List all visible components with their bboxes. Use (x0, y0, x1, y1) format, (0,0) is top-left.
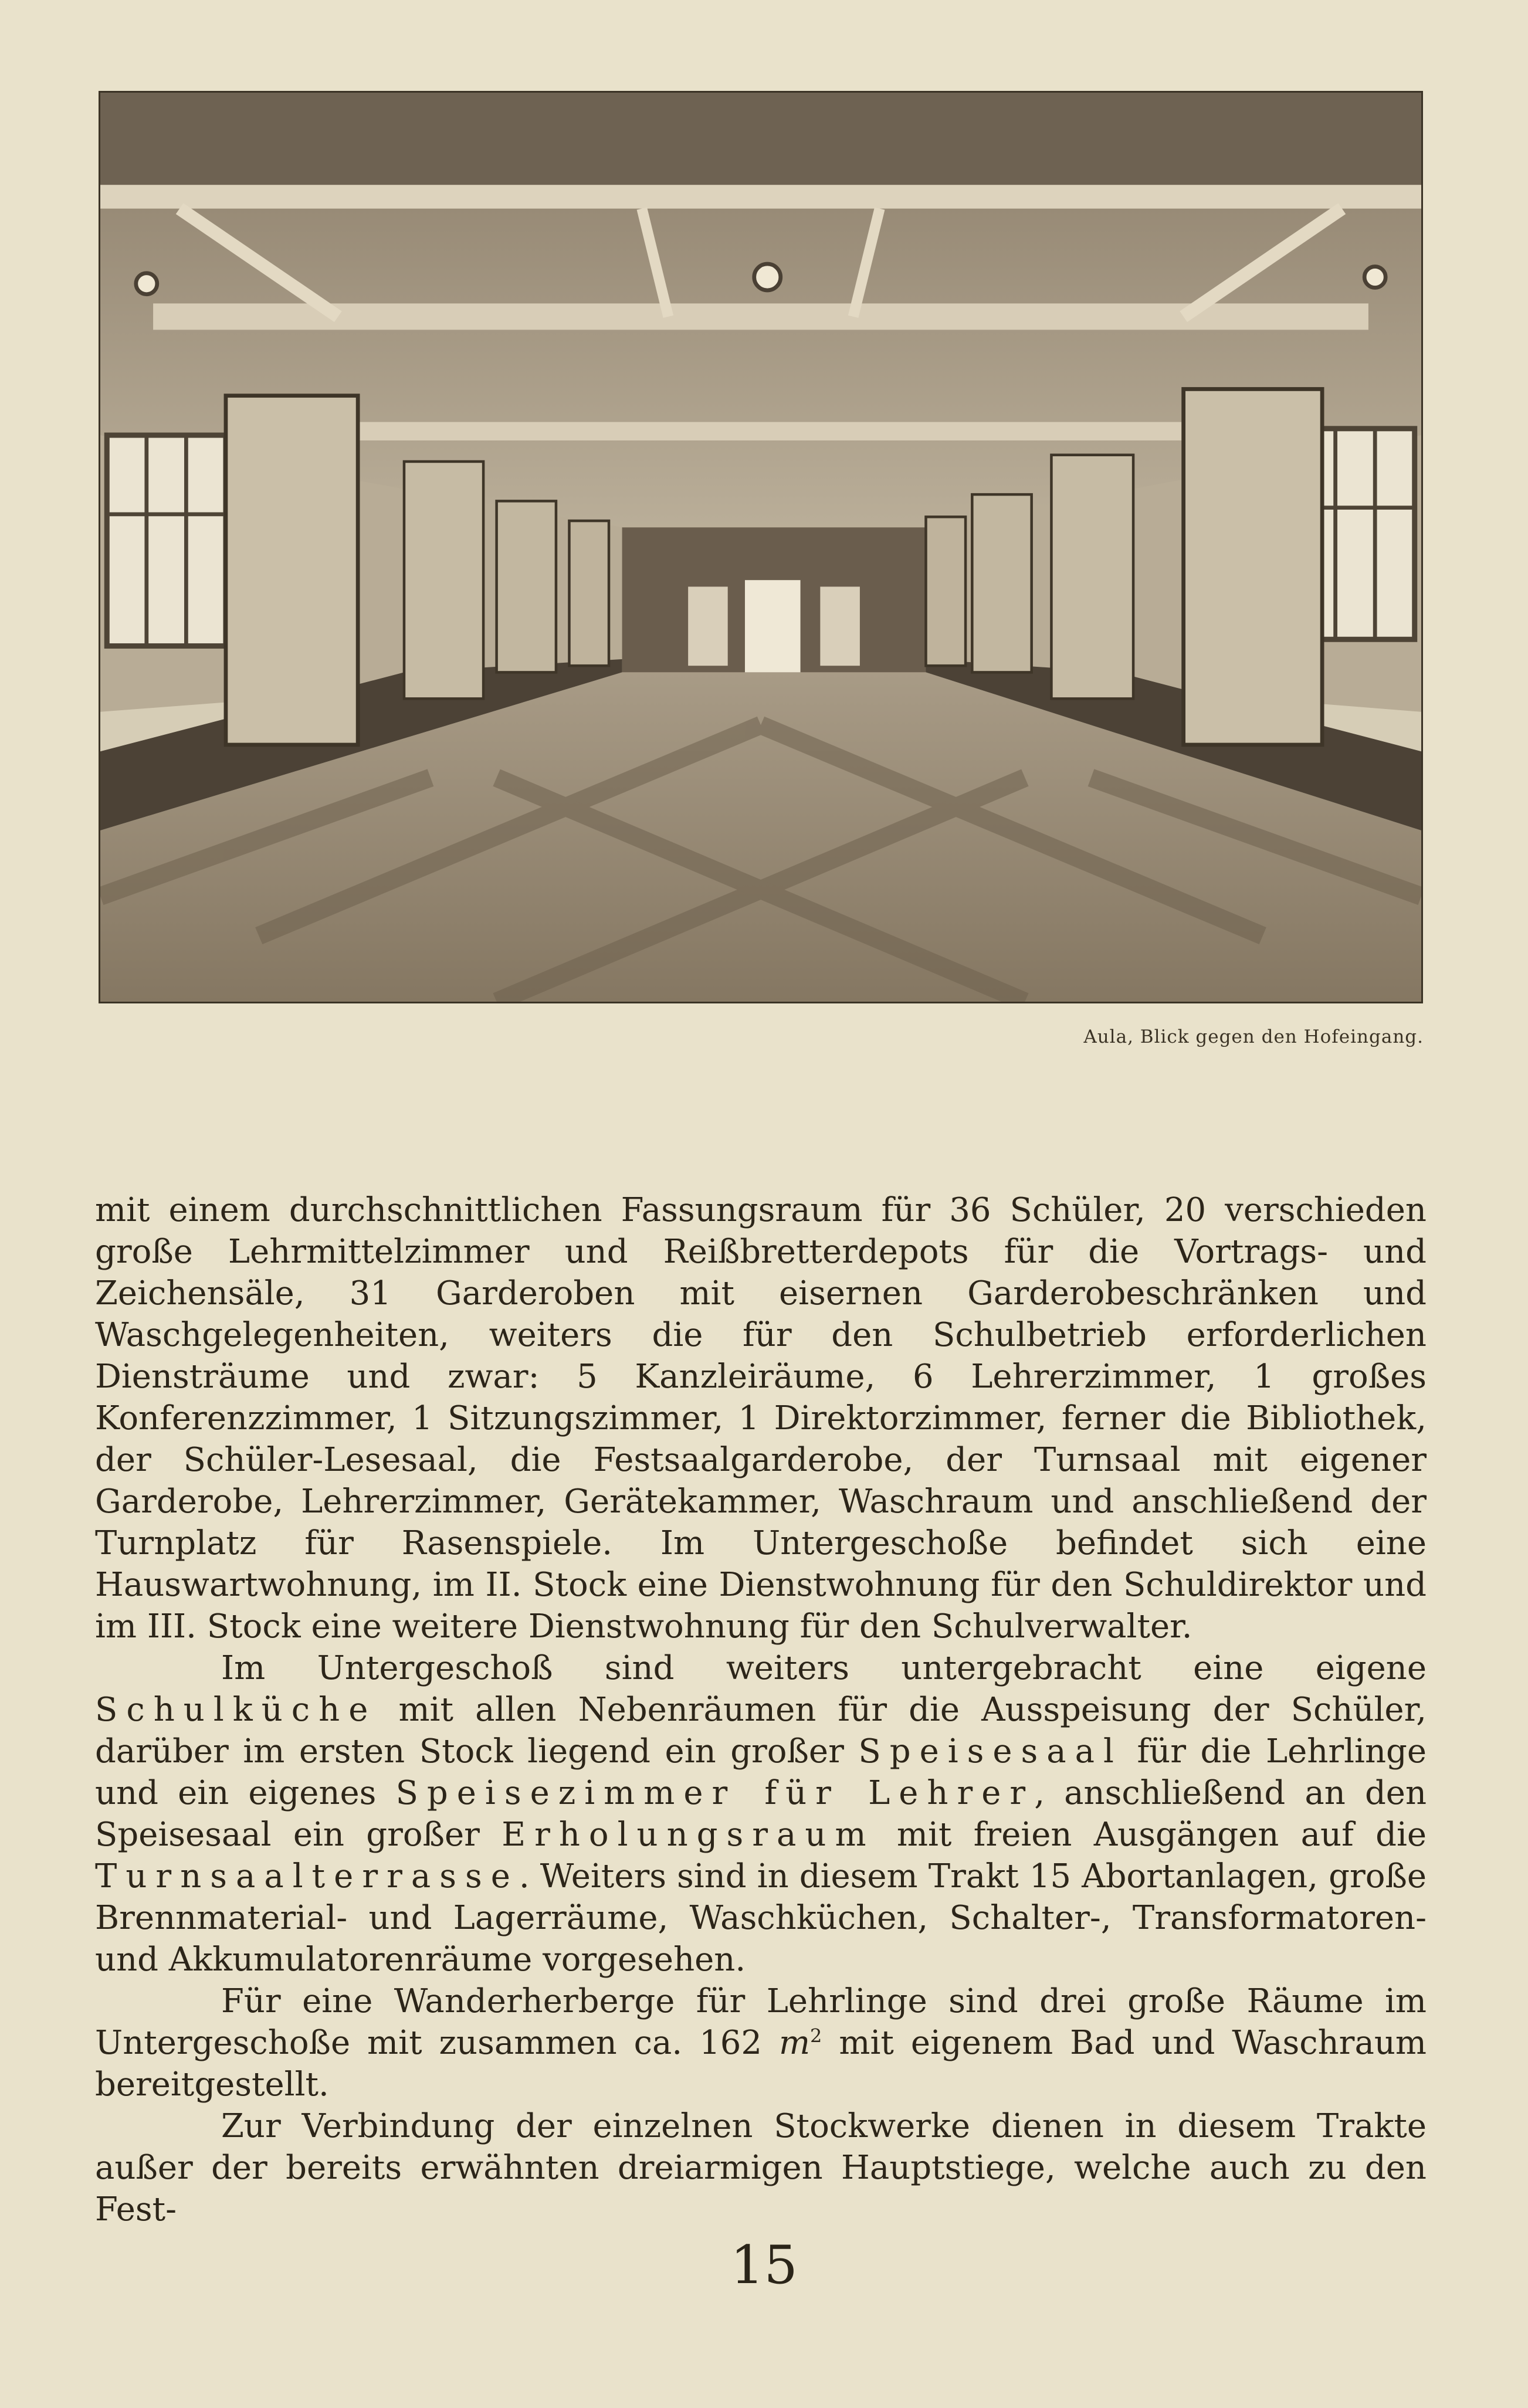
paragraph-4: Zur Verbindung der einzelnen Stockwerke dienen in diesem Trakte außer der bereits erwähnten dreiarmigen Hauptstiege, welche auch zu den Fest- (95, 2107, 1427, 2229)
aula-photograph (99, 91, 1423, 1003)
spaced-term-erholungsraum: Erholungsraum (502, 1816, 875, 1854)
unit-m: m (778, 2024, 811, 2062)
body-text (95, 1189, 1427, 2230)
page-number: 15 (730, 2234, 798, 2296)
paragraph-2 (95, 1647, 1427, 1980)
paragraph-2-text-5: mit freien Ausgängen auf die (875, 1816, 1427, 1854)
paragraph-2-text-6: . Weiters sind in diesem Trakt 15 Abortanlagen, große Brennmaterial- und Lagerräume, Waschküchen, Schalter-, Transformatoren- und Akkumulatorenräume vorgesehen. (95, 1857, 1427, 1979)
spaced-term-schulkueche: Schulküche (95, 1691, 377, 1729)
spaced-term-turnsaalterrasse: Turnsaalterrasse (95, 1857, 519, 1895)
paragraph-2-text-1: Im Untergeschoß sind weiters untergebracht eine eigene (221, 1649, 1427, 1687)
paragraph-2-text-4: , anschließend an den Speisesaal ein großer (95, 1774, 1427, 1854)
hall-interior-image (100, 93, 1421, 1002)
unit-exponent: 2 (810, 2024, 822, 2047)
paragraph-2-text-2: mit allen Nebenräumen für die Ausspeisung der Schüler, darüber im ersten Stock liegend ein großer (95, 1691, 1427, 1771)
paragraph-3-text-1: Für eine Wanderherberge für Lehrlinge sind drei große Räume im Untergeschoße mit zusammen ca. 162 (95, 1982, 1427, 2062)
paragraph-3 (95, 1980, 1427, 2105)
photo-caption: Aula, Blick gegen den Hofeingang. (1083, 1026, 1424, 1047)
paragraph-1: mit einem durchschnittlichen Fassungsraum für 36 Schüler, 20 verschieden große Lehrmittelzimmer und Reißbretterdepots für die Vortrags- und Zeichensäle, 31 Garderoben mit eisernen Garderobeschränken und Waschgelegenheiten, weiters die für den Schulbetrieb erforderlichen Diensträume und zwar: 5 Kanzleiräume, 6 Lehrerzimmer, 1 großes Konferenzzimmer, 1 Sitzungszimmer, 1 Direktorzimmer, ferner die Bibliothek, der Schüler-Lesesaal, die Festsaalgarderobe, der Turnsaal mit eigener Garderobe, Lehrerzimmer, Gerätekammer, Waschraum und anschließend der Turnplatz für Rasenspiele. Im Untergeschoße befindet sich eine Hauswartwohnung, im II. Stock eine Dienstwohnung für den Schuldirektor und im III. Stock eine weitere Dienstwohnung für den Schulverwalter. (95, 1191, 1427, 1646)
spaced-term-speisezimmer: Speisezimmer für Lehrer (395, 1774, 1035, 1812)
paragraph-2-text-3: für die Lehrlinge und ein eigenes (95, 1732, 1427, 1812)
paragraph-3-text-2: mit eigenem Bad und Waschraum bereitgestellt. (95, 2024, 1427, 2104)
spaced-term-speisesaal: Speisesaal (858, 1732, 1123, 1771)
